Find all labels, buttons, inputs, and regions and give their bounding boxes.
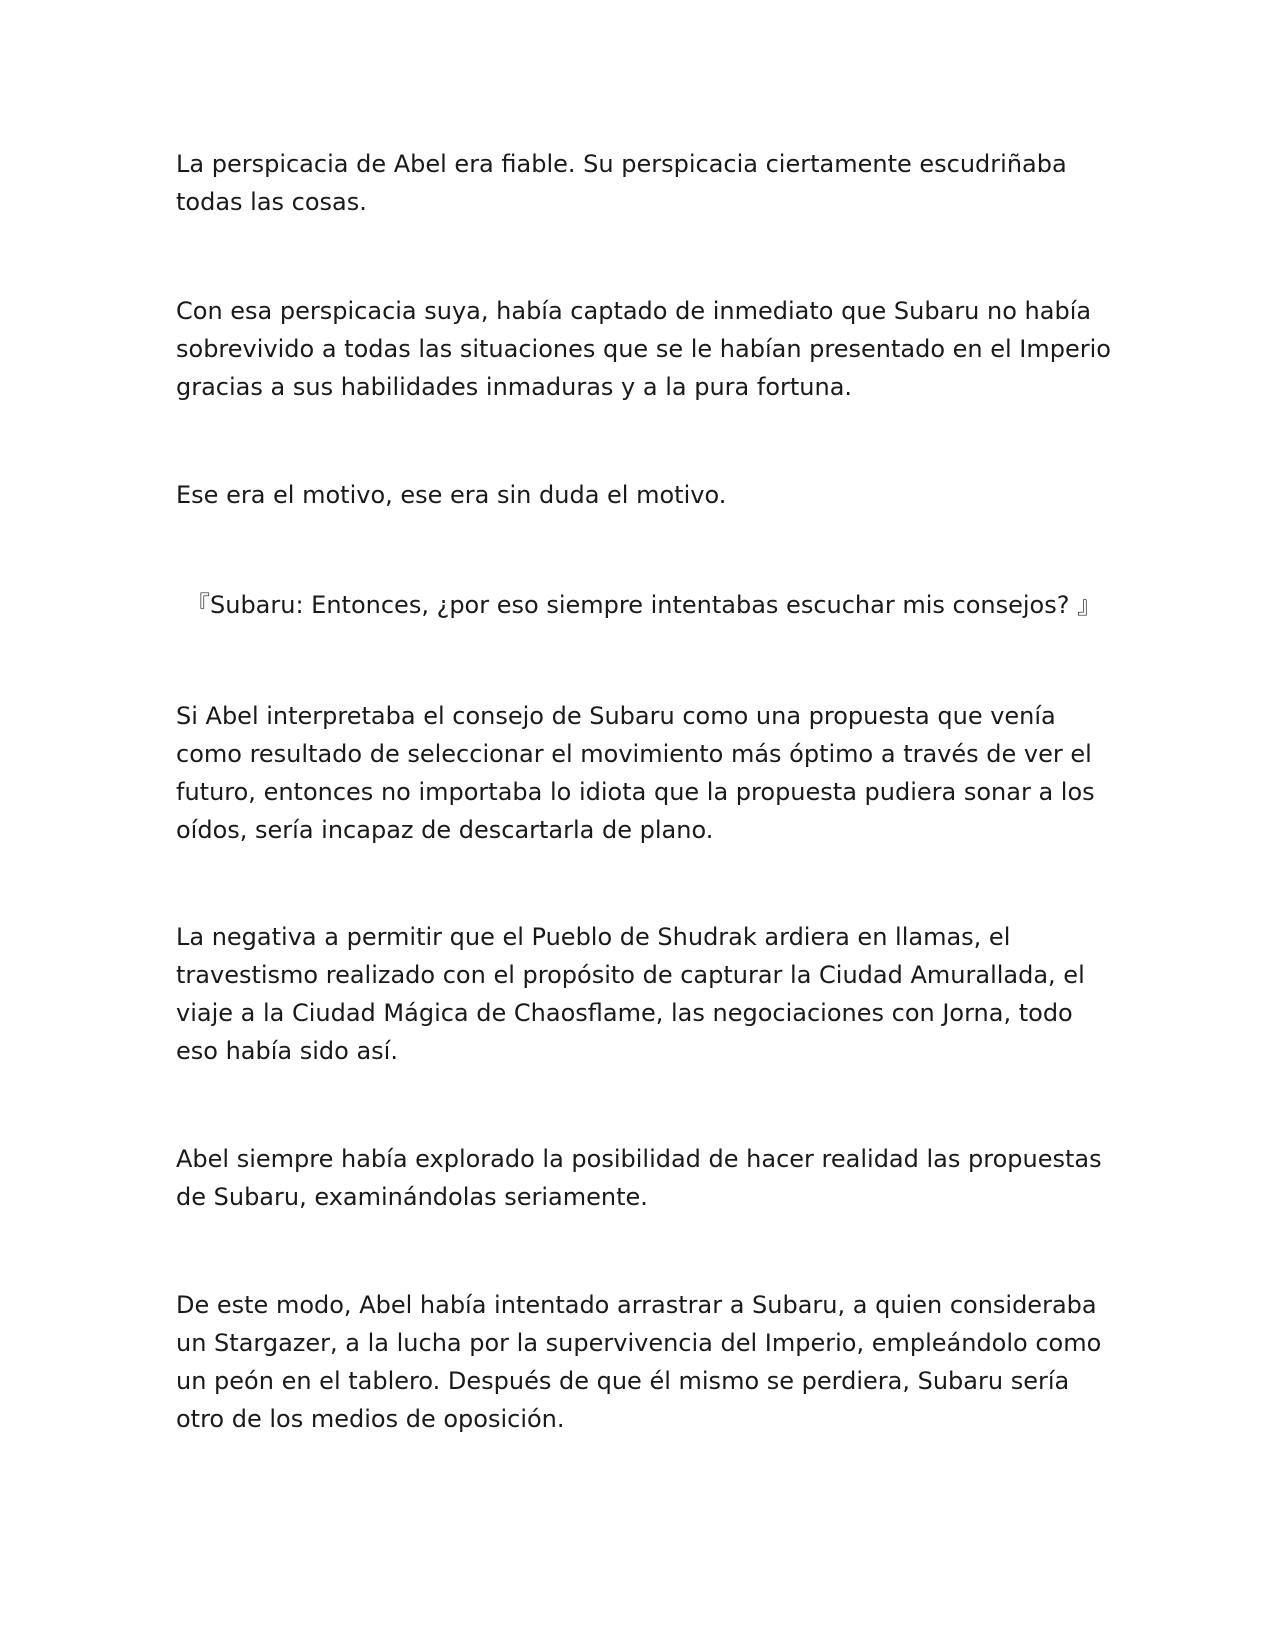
paragraph-7: [176, 1140, 1102, 1216]
paragraph-6: [176, 918, 1096, 1070]
text-line: de Subaru, examinándolas seriamente.: [176, 1183, 648, 1211]
text-line: eso había sido así.: [176, 1037, 398, 1065]
text-line: gracias a sus habilidades inmaduras y a la pura fortuna.: [176, 373, 853, 401]
paragraph-3: [176, 476, 1096, 514]
text-line: Si Abel interpretaba el consejo de Subaru como una propuesta que venía: [176, 702, 1056, 730]
text-line: La perspicacia de Abel era fiable. Su perspicacia ciertamente escudriñaba: [176, 150, 1067, 178]
text-line: futuro, entonces no importaba lo idiota que la propuesta pudiera sonar a los: [176, 778, 1095, 806]
text-line: todas las cosas.: [176, 188, 367, 216]
text-line: un Stargazer, a la lucha por la supervivencia del Imperio, empleándolo como: [176, 1329, 1102, 1357]
text-line: La negativa a permitir que el Pueblo de Shudrak ardiera en llamas, el: [176, 923, 1011, 951]
text-line: viaje a la Ciudad Mágica de Chaosflame, las negociaciones con Jorna, todo: [176, 999, 1073, 1027]
text-line: Abel siempre había explorado la posibilidad de hacer realidad las propuestas: [176, 1145, 1102, 1173]
text-line: como resultado de seleccionar el movimiento más óptimo a través de ver el: [176, 740, 1092, 768]
text-line: Con esa perspicacia suya, había captado de inmediato que Subaru no había: [176, 297, 1092, 325]
text-line: 『Subaru: Entonces, ¿por eso siempre intentabas escuchar mis consejos? 』: [186, 591, 1102, 619]
paragraph-5: [176, 697, 1096, 849]
text-line: un peón en el tablero. Después de que él mismo se perdiera, Subaru sería: [176, 1367, 1070, 1395]
text-line: oídos, sería incapaz de descartarla de plano.: [176, 816, 714, 844]
text-line: sobrevivido a todas las situaciones que se le habían presentado en el Imperio: [176, 335, 1111, 363]
text-line: travestismo realizado con el propósito de capturar la Ciudad Amurallada, el: [176, 961, 1085, 989]
paragraph-2: [176, 292, 1111, 406]
dialogue-line: [186, 586, 1106, 624]
paragraph-8: [176, 1286, 1102, 1438]
text-line: De este modo, Abel había intentado arrastrar a Subaru, a quien consideraba: [176, 1291, 1097, 1319]
paragraph-1: [176, 145, 1096, 221]
text-line: Ese era el motivo, ese era sin duda el motivo.: [176, 481, 727, 509]
text-line: otro de los medios de oposición.: [176, 1405, 565, 1433]
